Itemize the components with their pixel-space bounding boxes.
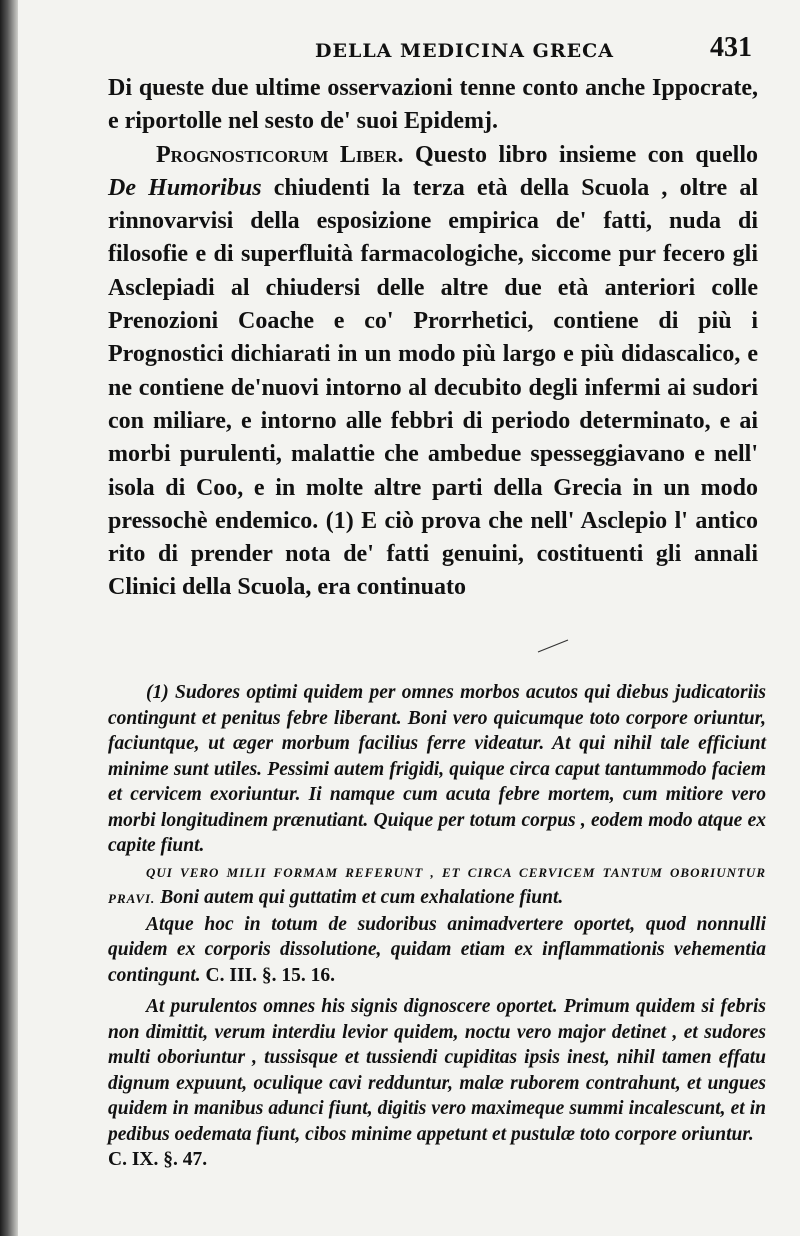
- footnote-2: [108, 859, 766, 912]
- footnote-3-ref: C. III. §. 15. 16.: [200, 964, 336, 986]
- page-header: [110, 30, 760, 70]
- footnote-4: [108, 994, 766, 1147]
- footnote-2-caps: QUI VERO MILII FORMAM REFERUNT , ET CIRCA CERVICEM TANTUM OBORIUNTUR PRAVI.: [108, 864, 766, 906]
- footnote-4-text: At purulentos omnes his signis dignoscere oportet. Primum quidem si febris non dimittit, verum interdiu levior quidem, noctu vero major detinet , et sudores multi oboriuntur , tussisque et tussiendi cupiditas ipsis inest, nihil tamen effatu dignum expuunt, oculique cavi redduntur, malæ ruborem contrahunt, et ungues quidem in manibus adunci fiunt, digitis vero maximeque summi incalescunt, et in pedibus oedemata fiunt, cibos minime appetunt et pustulæ toto corpore oriuntur.: [108, 996, 766, 1145]
- footnote-4-ref: C. IX. §. 47.: [108, 1149, 208, 1170]
- work-title: De Humoribus: [108, 174, 262, 201]
- paragraph-2: [108, 139, 758, 605]
- page-number: 431: [710, 32, 752, 63]
- footnotes: [108, 680, 766, 1173]
- paragraph-2-text-b: chiudenti la terza età della Scuola , oltre al rinnovarvisi della esposizione empirica de' fatti, nuda di filosofie e di superfluità farmacologiche, siccome pur fecero gli Asclepiadi al chiudersi delle altre due età anteriori colle Prenozioni Coache e co' Prorrhetici, contiene di più i Prognostici dichiarati in un modo più largo e più didascalico, e ne contiene de'nuovi intorno al decubito degli infermi ai sudori con miliare, e intorno alle febbri di periodo determinato, e ai morbi purulenti, malattie che ambedue spesseggiavano e nell' isola di Coo, e in molte altre parti della Grecia in un modo pressochè endemico. (1) E ciò prova che nell' Asclepio l' antico rito di prender nota de' fatti genuini, costituenti gli annali Clinici della Scuola, era continuato: [108, 174, 758, 601]
- footnote-3-text: Atque hoc in totum de sudoribus animadvertere oportet, quod nonnulli quidem ex corporis dissolutione, quidam etiam ex inflammationis vehementia contingunt.: [108, 913, 766, 986]
- section-heading: Prognosticorum Liber.: [156, 141, 404, 168]
- footnote-3: [108, 912, 766, 989]
- running-head: DELLA MEDICINA GRECA: [315, 40, 615, 62]
- footnote-1: (1) Sudores optimi quidem per omnes morbos acutos qui diebus judicatoriis contingunt et penitus febre liberant. Boni vero quicumque toto corpore oriuntur, faciuntque, ut æger morbum facilius ferre videatur. At qui nihil tale efficiunt minime sunt utiles. Pessimi autem frigidi, quique circa caput tantummodo faciem et cervicem exoriuntur. Ii namque cum acuta febre mortem, cum mitiore vero morbi longitudinem prænutiant. Quique per totum corpus , eodem modo atque ex capite fiunt.: [108, 682, 766, 856]
- main-text: [108, 72, 758, 605]
- footnote-2-rest: Boni autem qui guttatim et cum exhalatione fiunt.: [155, 887, 564, 908]
- paragraph-2-text-a: Questo libro insieme con quello: [403, 141, 758, 168]
- paragraph-1: Di queste due ultime osservazioni tenne conto anche Ippocrate, e riportolle nel sesto de' suoi Epidemj.: [108, 75, 758, 135]
- footnote-separator: [108, 600, 758, 680]
- page-binding-edge: [0, 0, 18, 1236]
